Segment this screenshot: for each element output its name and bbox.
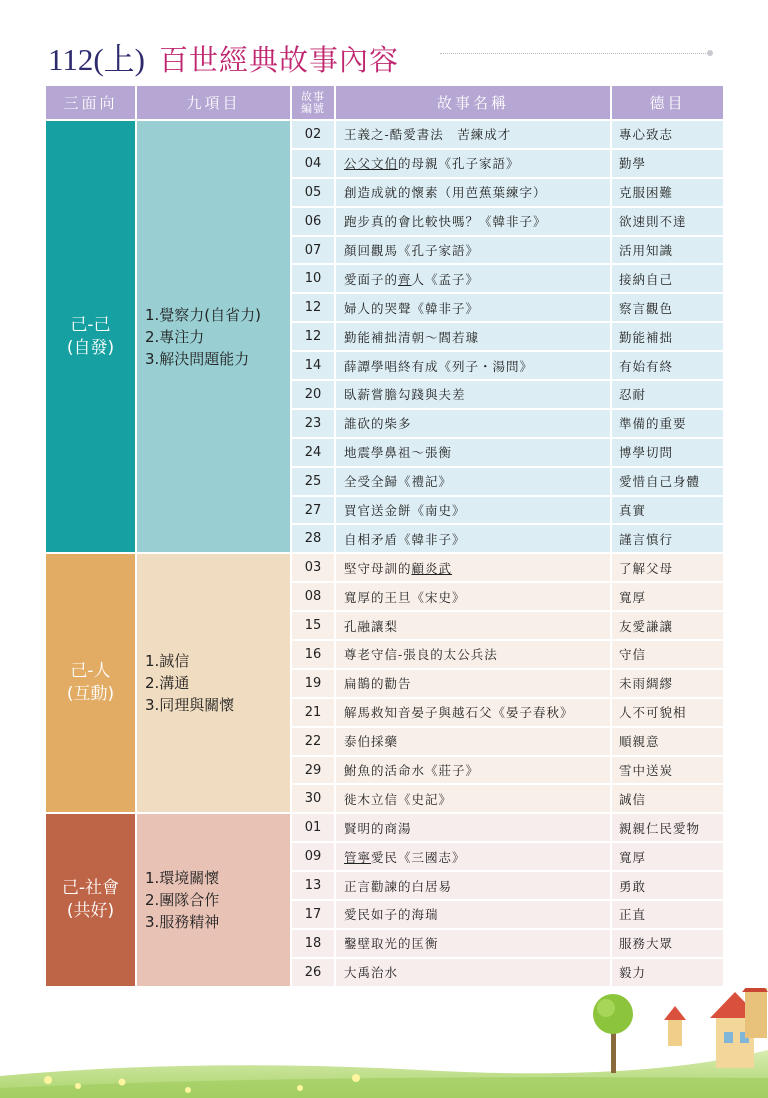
- story-name: 解馬救知音晏子與越石父《晏子春秋》: [336, 699, 610, 726]
- virtue-cell: 察言觀色: [612, 294, 723, 321]
- header-number-line2: 編號: [301, 101, 325, 115]
- story-name-underlined: 顧炎武: [411, 560, 453, 576]
- virtue-cell: 克服困難: [612, 179, 723, 206]
- story-name: 自相矛盾《韓非子》: [336, 525, 610, 552]
- dimension-cell: [46, 554, 135, 812]
- story-table-container: [44, 84, 719, 988]
- story-name: 薛譚學唱終有成《列子・湯問》: [336, 352, 610, 379]
- header-dimension: 三面向: [46, 86, 135, 119]
- title-main: 百世經典故事內容: [159, 43, 400, 77]
- story-name-underlined: 公父文伯: [344, 156, 399, 172]
- story-name: 顏回觀馬《孔子家語》: [336, 237, 610, 264]
- dimension-cell: [46, 121, 135, 552]
- table-row: [46, 554, 723, 581]
- item-entry: 3.解決問題能力: [145, 349, 250, 368]
- item-entry: 1.覺察力(自省力): [145, 305, 262, 324]
- dimension-label: 己-人: [70, 661, 111, 682]
- dimension-sublabel: (互動): [66, 684, 115, 705]
- scenery-illustration: [0, 988, 768, 1098]
- dimension-cell: [46, 814, 135, 985]
- story-name: 王義之-酷愛書法 苦練成才: [336, 121, 610, 148]
- story-number: 04: [292, 150, 334, 177]
- virtue-cell: 雪中送炭: [612, 757, 723, 784]
- story-number: 25: [292, 468, 334, 495]
- item-entry: 3.服務精神: [145, 913, 220, 932]
- virtue-cell: 欲速則不達: [612, 208, 723, 235]
- items-cell: [137, 814, 290, 985]
- story-number: 29: [292, 757, 334, 784]
- virtue-cell: 親親仁民愛物: [612, 814, 723, 841]
- story-name: 正言勸諫的白居易: [336, 872, 610, 899]
- story-number: 10: [292, 265, 334, 292]
- story-name: 鮒魚的活命水《莊子》: [336, 757, 610, 784]
- story-table: [44, 84, 725, 988]
- header-items: 九項目: [137, 86, 290, 119]
- story-name: 愛民如子的海瑞: [336, 901, 610, 928]
- story-number: 26: [292, 959, 334, 986]
- title-term: 112(上): [48, 42, 145, 77]
- items-cell: [137, 554, 290, 812]
- story-name: 徙木立信《史記》: [336, 785, 610, 812]
- story-name: 誰砍的柴多: [336, 410, 610, 437]
- tree-icon: [593, 994, 633, 1073]
- story-name: [336, 150, 610, 177]
- virtue-cell: 服務大眾: [612, 930, 723, 957]
- story-name: 全受全歸《禮記》: [336, 468, 610, 495]
- virtue-cell: 守信: [612, 641, 723, 668]
- story-name: 創造成就的懷素（用芭蕉葉練字）: [336, 179, 610, 206]
- items-cell: [137, 121, 290, 552]
- story-number: 18: [292, 930, 334, 957]
- story-number: 13: [292, 872, 334, 899]
- story-name: 跑步真的會比較快嗎？《韓非子》: [336, 208, 610, 235]
- story-name-part: 愛民《三國志》: [371, 849, 466, 865]
- house-icon: [664, 988, 768, 1068]
- item-entry: 1.環境關懷: [145, 869, 220, 888]
- story-number: 15: [292, 612, 334, 639]
- story-number: 22: [292, 728, 334, 755]
- story-name: 鑿壁取光的匡衡: [336, 930, 610, 957]
- virtue-cell: 博學切問: [612, 439, 723, 466]
- virtue-cell: 愛惜自己身體: [612, 468, 723, 495]
- page-title: [48, 34, 400, 77]
- story-number: 06: [292, 208, 334, 235]
- dimension-sublabel: (自發): [66, 337, 115, 358]
- virtue-cell: 活用知識: [612, 237, 723, 264]
- table-row: [46, 121, 723, 148]
- story-number: 19: [292, 670, 334, 697]
- story-name-part: 人《孟子》: [411, 271, 480, 287]
- story-number: 28: [292, 525, 334, 552]
- story-name: [336, 265, 610, 292]
- header-number: [292, 86, 334, 119]
- story-number: 02: [292, 121, 334, 148]
- virtue-cell: 友愛謙讓: [612, 612, 723, 639]
- item-entry: 2.溝通: [145, 674, 190, 693]
- virtue-cell: 謹言慎行: [612, 525, 723, 552]
- story-name-part: 堅守母訓的: [344, 560, 412, 576]
- story-number: 20: [292, 381, 334, 408]
- story-name: 泰伯採藥: [336, 728, 610, 755]
- flower-icon: [44, 1074, 360, 1093]
- story-number: 23: [292, 410, 334, 437]
- header-virtue: 德目: [612, 86, 723, 119]
- story-number: 03: [292, 554, 334, 581]
- story-number: 30: [292, 785, 334, 812]
- story-number: 17: [292, 901, 334, 928]
- header-story: 故事名稱: [336, 86, 610, 119]
- story-name: 寬厚的王旦《宋史》: [336, 583, 610, 610]
- story-number: 08: [292, 583, 334, 610]
- virtue-cell: 寬厚: [612, 843, 723, 870]
- story-name: [336, 843, 610, 870]
- virtue-cell: 真實: [612, 497, 723, 524]
- item-entry: 1.誠信: [145, 652, 190, 671]
- virtue-cell: 人不可貌相: [612, 699, 723, 726]
- dimension-label: 己-社會: [61, 878, 120, 899]
- dimension-label: 己-己: [70, 314, 111, 335]
- item-entry: 2.專注力: [145, 327, 205, 346]
- story-number: 12: [292, 323, 334, 350]
- virtue-cell: 順親意: [612, 728, 723, 755]
- virtue-cell: 了解父母: [612, 554, 723, 581]
- story-name: [336, 554, 610, 581]
- virtue-cell: 有始有終: [612, 352, 723, 379]
- virtue-cell: 忍耐: [612, 381, 723, 408]
- story-name: 扁鵲的勸告: [336, 670, 610, 697]
- story-name: 賢明的商湯: [336, 814, 610, 841]
- virtue-cell: 毅力: [612, 959, 723, 986]
- virtue-cell: 準備的重要: [612, 410, 723, 437]
- item-entry: 3.同理與關懷: [145, 696, 235, 715]
- story-name-part: 的母親《孔子家語》: [398, 156, 520, 172]
- story-number: 12: [292, 294, 334, 321]
- virtue-cell: 勇敢: [612, 872, 723, 899]
- title-divider-dot: [707, 50, 713, 56]
- story-number: 01: [292, 814, 334, 841]
- virtue-cell: 專心致志: [612, 121, 723, 148]
- virtue-cell: 正直: [612, 901, 723, 928]
- story-number: 09: [292, 843, 334, 870]
- story-number: 21: [292, 699, 334, 726]
- story-name: 地震學鼻祖～張衡: [336, 439, 610, 466]
- virtue-cell: 勤能補拙: [612, 323, 723, 350]
- virtue-cell: 誠信: [612, 785, 723, 812]
- table-header-row: [46, 86, 723, 119]
- virtue-cell: 接納自己: [612, 265, 723, 292]
- story-number: 07: [292, 237, 334, 264]
- story-name-underlined: 管寧: [344, 849, 372, 865]
- dimension-sublabel: (共好): [66, 901, 115, 922]
- story-number: 14: [292, 352, 334, 379]
- story-name: 尊老守信-張良的太公兵法: [336, 641, 610, 668]
- title-divider: [440, 53, 708, 54]
- story-name-part: 愛面子的: [344, 271, 399, 287]
- story-name-underlined: 齊: [398, 271, 412, 287]
- story-name: 買官送金餅《南史》: [336, 497, 610, 524]
- story-number: 05: [292, 179, 334, 206]
- story-number: 24: [292, 439, 334, 466]
- story-name: 孔融讓梨: [336, 612, 610, 639]
- table-row: [46, 814, 723, 841]
- virtue-cell: 勤學: [612, 150, 723, 177]
- virtue-cell: 未雨綢繆: [612, 670, 723, 697]
- story-name: 勤能補拙清朝～閻若璩: [336, 323, 610, 350]
- story-number: 27: [292, 497, 334, 524]
- item-entry: 2.團隊合作: [145, 891, 220, 910]
- virtue-cell: 寬厚: [612, 583, 723, 610]
- story-number: 16: [292, 641, 334, 668]
- story-name: 婦人的哭聲《韓非子》: [336, 294, 610, 321]
- header-number-line1: 故事: [301, 89, 325, 103]
- story-name: 大禹治水: [336, 959, 610, 986]
- story-name: 臥薪嘗膽勾踐與夫差: [336, 381, 610, 408]
